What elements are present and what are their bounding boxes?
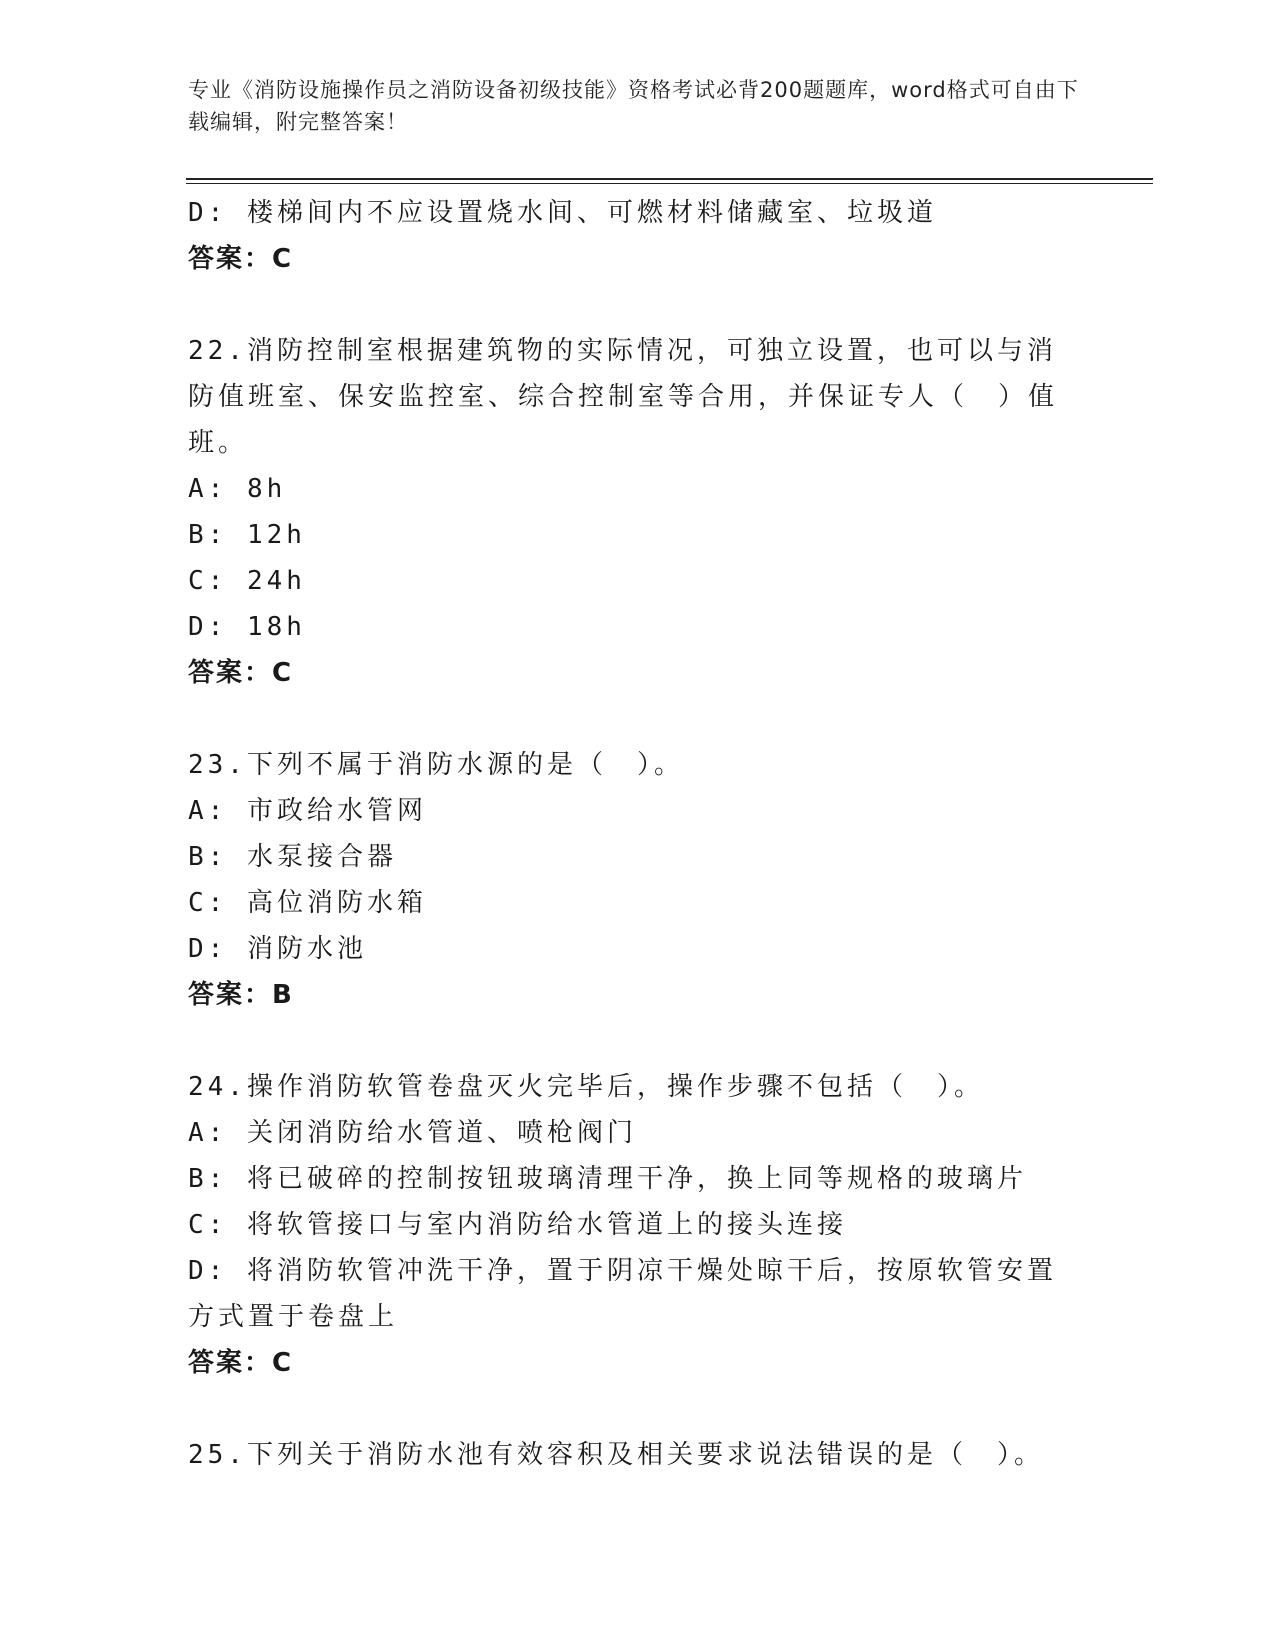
document-header: 专业《消防设施操作员之消防设备初级技能》资格考试必背200题题库，word格式可自由下载编辑，附完整答案！ — [188, 78, 1079, 134]
option-c: C: 高位消防水箱 — [188, 888, 427, 918]
answer-label: 答案：C — [188, 1348, 294, 1378]
option-d: D: 楼梯间内不应设置烧水间、可燃材料储藏室、垃圾道 — [188, 198, 937, 228]
question-list — [188, 190, 1078, 1478]
question-stem: 25.下列关于消防水池有效容积及相关要求说法错误的是（ ）。 — [188, 1440, 1044, 1470]
question-stem: 24.操作消防软管卷盘灭火完毕后，操作步骤不包括（ ）。 — [188, 1072, 984, 1102]
option-a: A: 市政给水管网 — [188, 796, 427, 826]
answer-label: 答案：C — [188, 244, 294, 274]
answer-label: 答案：B — [188, 980, 294, 1010]
previous-question-tail — [188, 190, 1078, 282]
option-d: D: 将消防软管冲洗干净，置于阴凉干燥处晾干后，按原软管安置方式置于卷盘上 — [188, 1256, 1057, 1332]
option-b: B: 将已破碎的控制按钮玻璃清理干净，换上同等规格的玻璃片 — [188, 1164, 1027, 1194]
option-b: B: 12h — [188, 520, 306, 550]
answer-label: 答案：C — [188, 658, 294, 688]
question-stem: 23.下列不属于消防水源的是（ ）。 — [188, 750, 684, 780]
option-a: A: 8h — [188, 474, 287, 504]
option-a: A: 关闭消防给水管道、喷枪阀门 — [188, 1118, 637, 1148]
question-23 — [188, 742, 1078, 1018]
option-c: C: 将软管接口与室内消防给水管道上的接头连接 — [188, 1210, 847, 1240]
option-d: D: 18h — [188, 612, 306, 642]
question-25 — [188, 1432, 1078, 1478]
question-24 — [188, 1064, 1078, 1386]
header-divider-thin — [186, 183, 1153, 184]
header-divider-thick — [186, 178, 1153, 180]
question-22 — [188, 328, 1078, 696]
option-c: C: 24h — [188, 566, 306, 596]
question-stem: 22.消防控制室根据建筑物的实际情况，可独立设置，也可以与消防值班室、保安监控室、综合控制室等合用，并保证专人（ ）值班。 — [188, 336, 1059, 458]
option-b: B: 水泵接合器 — [188, 842, 397, 872]
option-d: D: 消防水池 — [188, 934, 367, 964]
